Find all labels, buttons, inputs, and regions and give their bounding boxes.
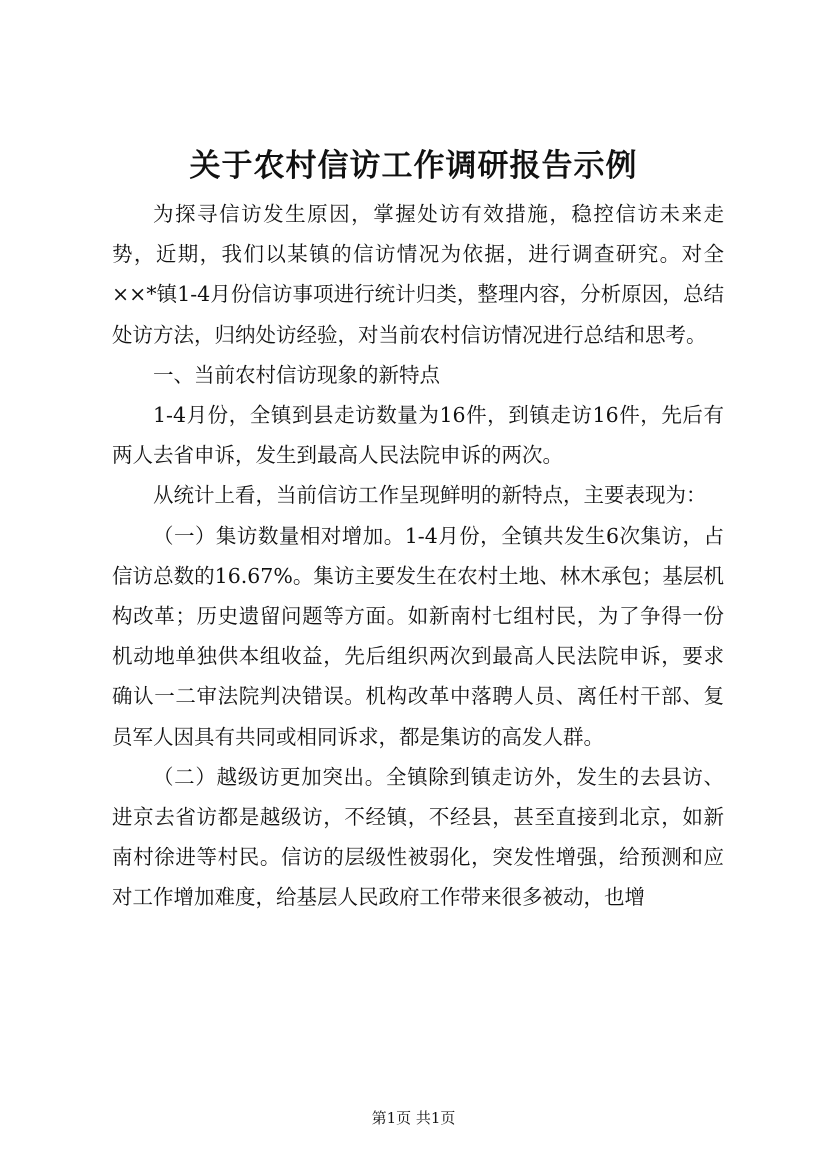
paragraph-statistics: 1-4月份，全镇到县走访数量为16件，到镇走访16件，先后有两人去省申诉，发生到最高人民法院申诉的两次。	[112, 403, 724, 468]
paragraph-summary: 从统计上看，当前信访工作呈现鲜明的新特点，主要表现为：	[153, 483, 707, 508]
section-heading-1: 一、当前农村信访现象的新特点	[153, 362, 440, 387]
page-footer: 第1页 共1页	[371, 1109, 456, 1127]
document-title: 关于农村信访工作调研报告示例	[189, 148, 638, 184]
paragraph-point-1: （一）集访数量相对增加。1-4月份，全镇共发生6次集访，占信访总数的16.67%。集访主要发生在农村土地、林木承包；基层机构改革；历史遗留问题等方面。如新南村七组村民，为了争得一份机动地单独供本组收益，先后组织两次到最高人民法院申诉，要求确认一二审法院判决错误。机构改革中落聘人员、离任村干部、复员军人因具有共同或相同诉求，都是集访的高发人群。	[112, 523, 724, 749]
paragraph-intro: 为探寻信访发生原因，掌握处访有效措施，稳控信访未来走势，近期，我们以某镇的信访情况为依据，进行调查研究。对全××*镇1-4月份信访事项进行统计归类，整理内容，分析原因，总结处访方法，归纳处访经验，对当前农村信访情况进行总结和思考。	[112, 202, 724, 347]
document-body	[112, 194, 724, 918]
paragraph-point-2: （二）越级访更加突出。全镇除到镇走访外，发生的去县访、进京去省访都是越级访，不经镇，不经县，甚至直接到北京，如新南村徐进等村民。信访的层级性被弱化，突发性增强，给预测和应对工作增加难度，给基层人民政府工作带来很多被动，也增	[112, 764, 724, 910]
